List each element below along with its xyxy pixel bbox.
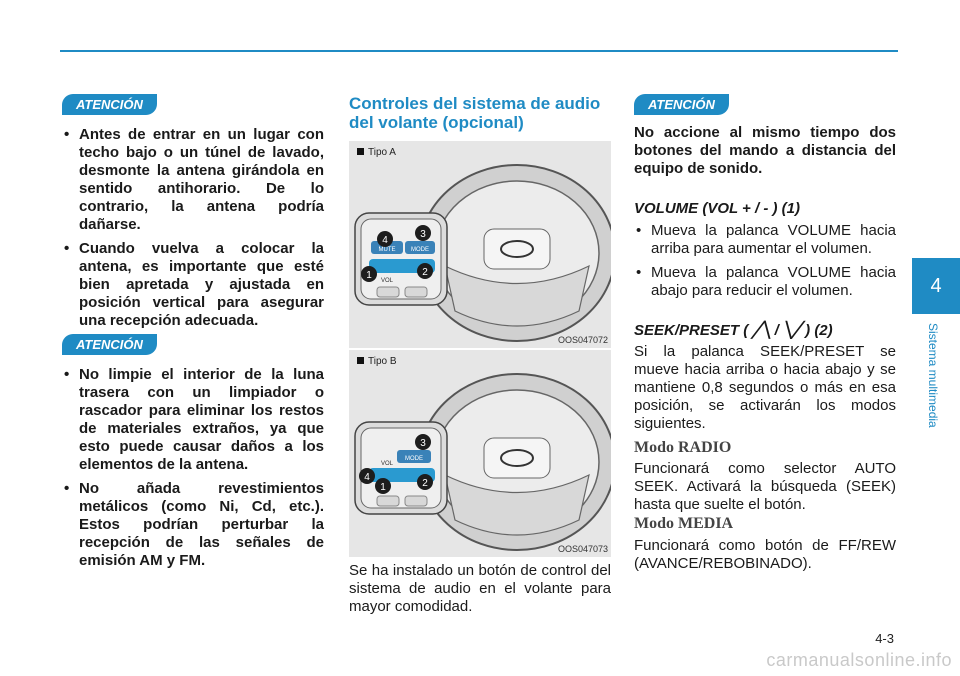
figure-label-b: Tipo B — [357, 356, 397, 367]
attention-badge-2: ATENCIÓN — [62, 334, 157, 355]
mute-button-label: MUTE — [378, 247, 396, 253]
callout-4: 4 — [364, 472, 370, 483]
figure-code-a: OOS047072 — [557, 335, 608, 345]
steering-controls-caption: Se ha instalado un botón de control del sistema de audio en el volante para mayor comodidad. — [349, 562, 611, 615]
volume-list — [634, 222, 896, 306]
callout-4: 4 — [382, 235, 388, 246]
radio-mode-text: Funcionará como selector AUTO SEEK. Activará la búsqueda (SEEK) hasta que suelte el botón. — [634, 460, 896, 513]
callout-1: 1 — [380, 482, 386, 493]
seek-preset-text: Si la palanca SEEK/PRESET se mueve hacia arriba o hacia abajo y se mantiene 0,8 segundos o más en esa posición, se activarán los modos siguientes. — [634, 343, 896, 432]
attention-badge-1: ATENCIÓN — [62, 94, 157, 115]
media-mode-text: Funcionará como botón de FF/REW (AVANCE/REBOBINADO). — [634, 537, 896, 572]
antenna-warning-list-1 — [62, 126, 324, 336]
list-item: • Cuando vuelva a colocar la antena, es importante que esté bien apretada y ajustada en posición vertical para asegurar una recepción adecuada. — [62, 240, 324, 330]
callout-1: 1 — [366, 270, 372, 281]
callout-2: 2 — [422, 267, 428, 278]
top-rule — [60, 50, 898, 52]
mode-button-label: MODE — [405, 456, 423, 462]
figure-label-a: Tipo A — [357, 147, 396, 158]
callout-3: 3 — [420, 229, 426, 240]
list-item: • Antes de entrar en un lugar con techo bajo o un túnel de lavado, desmonte la antena girándola en sentido antihorario. De lo contrario, la antena podría dañarse. — [62, 126, 324, 234]
callout-2: 2 — [422, 478, 428, 489]
remote-warning-text: No accione al mismo tiempo dos botones del mando a distancia del equipo de sonido. — [634, 124, 896, 177]
steering-wheel-figure-type-a — [349, 141, 611, 348]
square-bullet-icon — [357, 357, 364, 364]
steering-wheel-illustration-a — [349, 141, 611, 348]
steering-wheel-illustration-b — [349, 350, 611, 557]
list-item: • No limpie el interior de la luna trasera con un limpiador o rascador para eliminar los restos de materiales extraños, ya que esto puede causar daños a los elementos de la antena. — [62, 366, 324, 474]
watermark: carmanualsonline.info — [766, 650, 952, 670]
square-bullet-icon — [357, 148, 364, 155]
vol-label: VOL — [381, 278, 394, 284]
radio-mode-heading: Modo RADIO — [634, 439, 732, 456]
antenna-warning-list-2 — [62, 366, 324, 576]
section-title: Controles del sistema de audio del volante (opcional) — [349, 94, 601, 132]
steering-wheel-figure-type-b — [349, 350, 611, 557]
callout-3: 3 — [420, 438, 426, 449]
list-item: • Mueva la palanca VOLUME hacia arriba para aumentar el volumen. — [634, 222, 896, 258]
volume-heading: VOLUME (VOL + / - ) (1) — [634, 200, 800, 217]
figure-code-b: OOS047073 — [557, 544, 608, 554]
attention-badge-3: ATENCIÓN — [634, 94, 729, 115]
chapter-title-vertical: Sistema multimedia — [926, 322, 940, 428]
chapter-tab: 4 — [912, 258, 960, 314]
list-item: • No añada revestimientos metálicos (como Ni, Cd, etc.). Estos podrían perturbar la recepción de las señales de emisión AM y FM. — [62, 480, 324, 570]
media-mode-heading: Modo MEDIA — [634, 515, 734, 532]
list-item: • Mueva la palanca VOLUME hacia abajo para reducir el volumen. — [634, 264, 896, 300]
vol-label: VOL — [381, 461, 394, 467]
mode-button-label: MODE — [411, 247, 429, 253]
seek-preset-heading: SEEK/PRESET ( ╱╲ / ╲╱ ) (2) — [634, 322, 833, 339]
page-number: 4-3 — [875, 631, 894, 646]
